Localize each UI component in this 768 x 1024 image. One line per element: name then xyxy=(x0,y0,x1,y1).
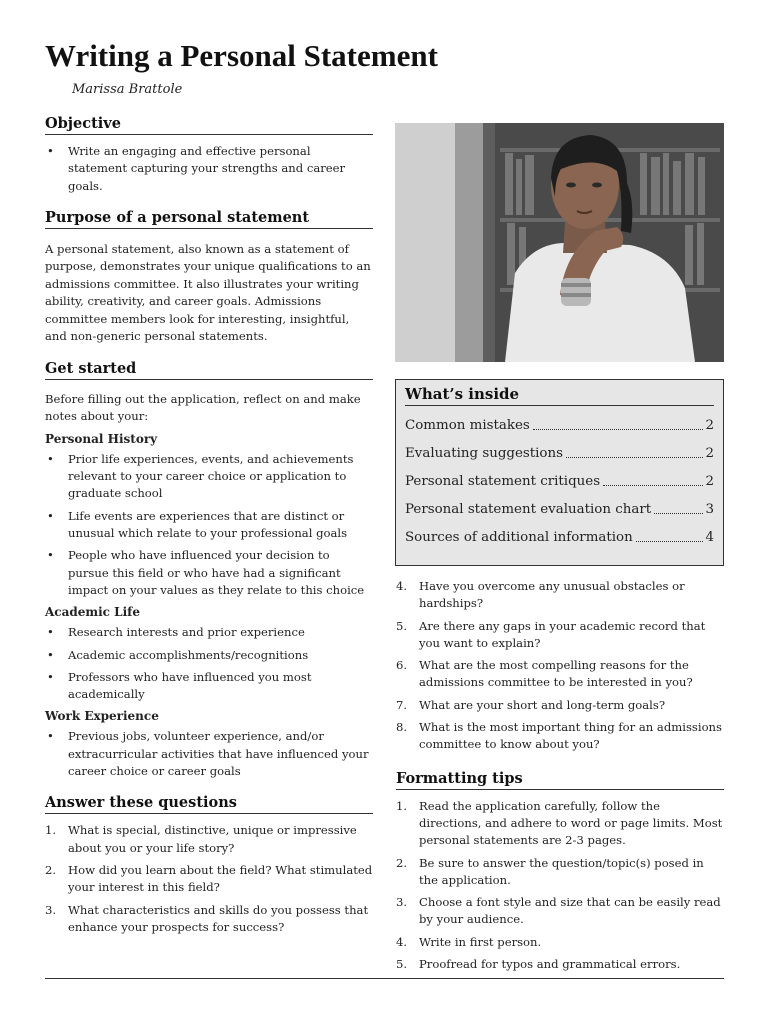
list-item xyxy=(396,657,724,692)
formatting-list xyxy=(396,798,724,974)
footer-divider xyxy=(45,978,724,979)
list-number: 1. xyxy=(45,823,57,838)
toc-entry[interactable] xyxy=(405,418,714,434)
academic-life-heading: Academic Life xyxy=(45,605,140,620)
list-item xyxy=(45,669,373,704)
objective-heading: Objective xyxy=(45,115,373,135)
list-item-text: What are your short and long-term goals? xyxy=(419,697,666,712)
list-item-text: Are there any gaps in your academic record that you want to explain? xyxy=(419,618,706,650)
list-item xyxy=(45,728,373,780)
toc-page-number: 2 xyxy=(705,418,714,433)
left-column xyxy=(45,115,373,950)
purpose-body: A personal statement, also known as a statement of purpose, demonstrates your unique qualifications to an admissions committee. It also illustrates your writing ability, creativity, and career goals. Admissions committee members look for interesting, insightful, and non-generic personal statements. xyxy=(45,241,371,344)
list-item xyxy=(45,822,373,857)
bullet-icon: • xyxy=(47,669,54,684)
get-started-section xyxy=(45,360,373,780)
list-item-text: Previous jobs, volunteer experience, and/or extracurricular activities that have influenced your career choice or career goals xyxy=(68,729,369,779)
list-number: 3. xyxy=(396,895,408,910)
list-item xyxy=(45,508,373,543)
list-item-text: Be sure to answer the question/topic(s) posed in the application. xyxy=(419,855,704,887)
formatting-section xyxy=(396,770,724,974)
toc-entry[interactable] xyxy=(405,474,714,490)
list-item-text: Prior life experiences, events, and achievements relevant to your career choice or application to graduate school xyxy=(68,451,354,501)
toc-entry[interactable] xyxy=(405,502,714,518)
list-item xyxy=(396,855,724,890)
whats-inside-heading: What’s inside xyxy=(405,385,714,406)
list-item-text: What is special, distinctive, unique or impressive about you or your life story? xyxy=(68,823,357,855)
toc-entry-label: Common mistakes xyxy=(405,418,530,433)
bullet-icon: • xyxy=(47,508,54,523)
get-started-intro: Before filling out the application, reflect on and make notes about your: xyxy=(45,391,361,424)
list-item-text: Professors who have influenced you most academically xyxy=(68,669,312,702)
list-item-text: Choose a font style and size that can be easily read by your audience. xyxy=(419,895,721,927)
page-title: Writing a Personal Statement xyxy=(45,38,438,73)
list-item-text: People who have influenced your decision to pursue this field or who have had a significant impact on your values as they relate to this choice xyxy=(68,548,365,597)
list-number: 2. xyxy=(396,855,408,870)
list-number: 6. xyxy=(396,658,408,673)
toc-entry-label: Personal statement evaluation chart xyxy=(405,502,652,517)
toc-leader-dots xyxy=(654,502,703,514)
list-item xyxy=(396,618,724,653)
purpose-heading: Purpose of a personal statement xyxy=(45,209,373,229)
objective-list xyxy=(45,143,373,195)
academic-life-list xyxy=(45,624,373,703)
list-item-text: Write an engaging and effective personal statement capturing your strengths and career goals. xyxy=(68,144,346,193)
list-item xyxy=(45,143,373,195)
list-item xyxy=(396,578,724,613)
toc-page-number: 4 xyxy=(705,530,714,545)
student-photo xyxy=(395,123,724,362)
toc-entry-label: Personal statement critiques xyxy=(405,474,601,489)
list-number: 1. xyxy=(396,798,408,813)
list-item xyxy=(396,697,724,714)
objective-section xyxy=(45,115,373,195)
toc-page-number: 3 xyxy=(705,502,714,517)
list-item-text: Have you overcome any unusual obstacles or hardships? xyxy=(419,579,685,611)
list-item xyxy=(45,647,373,664)
list-number: 5. xyxy=(396,618,408,633)
list-item xyxy=(396,798,724,850)
toc-leader-dots xyxy=(636,530,704,542)
questions-heading: Answer these questions xyxy=(45,794,373,814)
questions-list-part2 xyxy=(396,578,724,754)
list-item xyxy=(45,451,373,503)
whats-inside-box xyxy=(395,379,724,566)
bullet-icon: • xyxy=(47,647,54,662)
list-item-text: Write in first person. xyxy=(419,934,542,949)
list-item xyxy=(45,862,373,897)
formatting-heading: Formatting tips xyxy=(396,770,724,790)
list-number: 2. xyxy=(45,862,57,877)
bullet-icon: • xyxy=(47,625,54,640)
list-item-text: Read the application carefully, follow the directions, and adhere to word or page limits. Most personal statements are 2-3 pages. xyxy=(419,798,723,848)
list-item xyxy=(396,956,724,973)
toc-leader-dots xyxy=(533,418,704,430)
list-number: 7. xyxy=(396,697,408,712)
list-number: 3. xyxy=(45,902,57,917)
list-item-text: What characteristics and skills do you possess that enhance your prospects for success? xyxy=(68,902,369,934)
toc-page-number: 2 xyxy=(705,446,714,461)
toc-page-number: 2 xyxy=(705,474,714,489)
work-experience-heading: Work Experience xyxy=(45,709,159,724)
toc-entry[interactable] xyxy=(405,446,714,462)
bullet-icon: • xyxy=(47,548,54,563)
work-experience-list xyxy=(45,728,373,780)
list-item-text: Proofread for typos and grammatical errors. xyxy=(419,957,681,972)
list-item xyxy=(45,624,373,641)
list-item-text: Life events are experiences that are distinct or unusual which relate to your professional goals xyxy=(68,508,348,541)
toc-entry-label: Evaluating suggestions xyxy=(405,446,563,461)
personal-history-heading: Personal History xyxy=(45,431,158,446)
purpose-section xyxy=(45,209,373,346)
list-item-text: Academic accomplishments/recognitions xyxy=(68,647,309,662)
bullet-icon: • xyxy=(47,144,54,158)
author-name: Marissa Brattole xyxy=(72,82,183,97)
right-column xyxy=(396,578,724,987)
toc-entry[interactable] xyxy=(405,530,714,546)
list-item-text: How did you learn about the field? What stimulated your interest in this field? xyxy=(68,862,373,895)
personal-history-list xyxy=(45,451,373,599)
list-number: 8. xyxy=(396,720,408,735)
bullet-icon: • xyxy=(47,729,54,744)
toc-leader-dots xyxy=(566,446,703,458)
list-number: 5. xyxy=(396,957,408,972)
bullet-icon: • xyxy=(47,451,54,466)
photo-illustration xyxy=(395,123,724,362)
toc-entry-label: Sources of additional information xyxy=(405,530,633,545)
list-item xyxy=(396,719,724,754)
questions-section xyxy=(45,794,373,936)
get-started-heading: Get started xyxy=(45,360,373,380)
questions-list-part1 xyxy=(45,822,373,936)
list-item xyxy=(396,934,724,951)
list-item xyxy=(396,894,724,929)
list-number: 4. xyxy=(396,579,408,593)
list-item xyxy=(45,547,373,599)
list-item-text: What are the most compelling reasons for the admissions committee to be interested in you? xyxy=(419,658,693,690)
list-item xyxy=(45,902,373,937)
toc-leader-dots xyxy=(603,474,703,486)
list-item-text: Research interests and prior experience xyxy=(68,625,305,640)
list-item-text: What is the most important thing for an admissions committee to know about you? xyxy=(419,720,722,752)
list-number: 4. xyxy=(396,934,408,949)
